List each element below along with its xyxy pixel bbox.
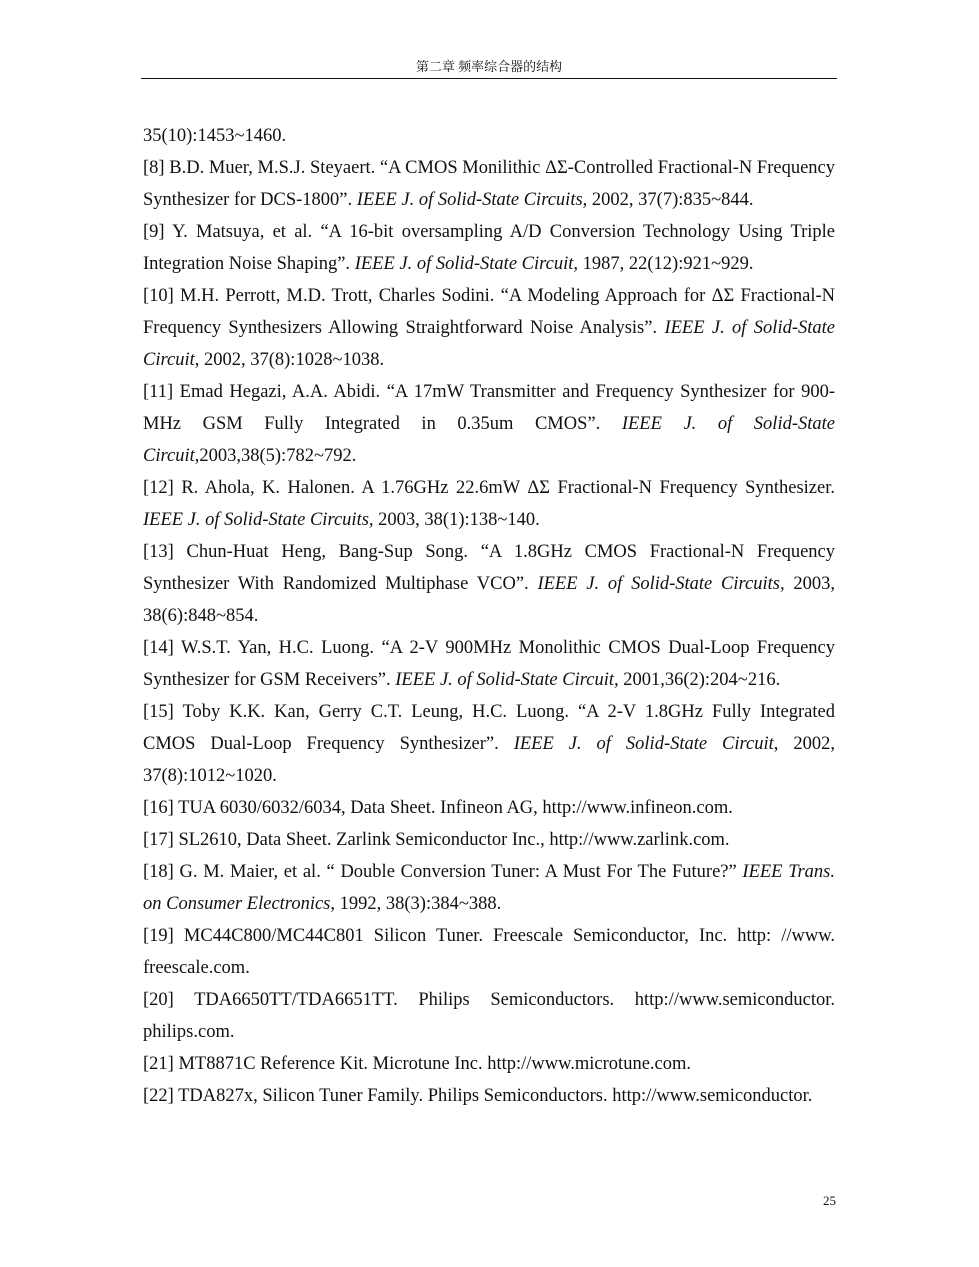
journal-name: IEEE J. of Solid-State Circuit, — [354, 254, 579, 274]
reference-entry: [14] W.S.T. Yan, H.C. Luong. “A 2-V 900MHz Monolithic CMOS Dual-Loop Frequency Synthesizer for GSM Receivers”. IEEE J. of Solid-State Circuit, 2001,36(2):204~216. — [143, 638, 835, 690]
reference-entry: [8] B.D. Muer, M.S.J. Steyaert. “A CMOS Monilithic ΔΣ-Controlled Fractional-N Frequency Synthesizer for DCS-1800”. IEEE J. of Solid-State Circuits, 2002, 37(7):835~844. — [143, 158, 835, 210]
journal-name: IEEE J. of Solid-State Circuits — [356, 190, 583, 210]
reference-entry: [19] MC44C800/MC44C801 Silicon Tuner. Freescale Semiconductor, Inc. http: //www. freescale.com. — [143, 926, 835, 978]
journal-name: IEEE Trans. on Consumer Electronics — [143, 862, 835, 914]
journal-name: IEEE J. of Solid-State Circuits, — [143, 510, 374, 530]
reference-entry: [17] SL2610, Data Sheet. Zarlink Semiconductor Inc., http://www.zarlink.com. — [143, 830, 730, 850]
reference-entry: [9] Y. Matsuya, et al. “A 16-bit oversampling A/D Conversion Technology Using Triple Integration Noise Shaping”. IEEE J. of Solid-State Circuit, 1987, 22(12):921~929. — [143, 222, 835, 274]
reference-entry: 35(10):1453~1460. — [143, 126, 287, 146]
journal-name: IEEE J. of Solid-State Circuit — [143, 318, 835, 370]
journal-name: IEEE J. of Solid-State Circuit, — [395, 670, 619, 690]
reference-entry: [15] Toby K.K. Kan, Gerry C.T. Leung, H.C. Luong. “A 2-V 1.8GHz Fully Integrated CMOS Dual-Loop Frequency Synthesizer”. IEEE J. of Solid-State Circuit, 2002, 37(8):1012~1020. — [143, 702, 836, 786]
page-number: 25 — [823, 1193, 836, 1208]
reference-list — [143, 120, 835, 1112]
reference-entry: [13] Chun-Huat Heng, Bang-Sup Song. “A 1.8GHz CMOS Fractional-N Frequency Synthesizer With Randomized Multiphase VCO”. IEEE J. of Solid-State Circuits, 2003, 38(6):848~854. — [143, 542, 835, 626]
running-header: 第二章 频率综合器的结构 — [415, 59, 563, 74]
reference-entry: [12] R. Ahola, K. Halonen. A 1.76GHz 22.6mW ΔΣ Fractional-N Frequency Synthesizer. IEEE J. of Solid-State Circuits, 2003, 38(1):138~140. — [143, 478, 835, 530]
header-rule — [141, 78, 837, 79]
reference-entry: [18] G. M. Maier, et al. “ Double Conversion Tuner: A Must For The Future?” IEEE Trans. on Consumer Electronics, 1992, 38(3):384~388. — [143, 862, 835, 914]
reference-entry: [22] TDA827x, Silicon Tuner Family. Philips Semiconductors. http://www.semiconductor. — [143, 1086, 813, 1106]
reference-entry: [11] Emad Hegazi, A.A. Abidi. “A 17mW Transmitter and Frequency Synthesizer for 900-MHz GSM Fully Integrated in 0.35um CMOS”. IEEE J. of Solid-State Circuit,2003,38(5):782~792. — [143, 382, 835, 466]
journal-name: IEEE J. of Solid-State Circuit — [513, 734, 774, 754]
reference-entry: [16] TUA 6030/6032/6034, Data Sheet. Infineon AG, http://www.infineon.com. — [143, 798, 733, 818]
journal-name: IEEE J. of Solid-State Circuit — [143, 414, 835, 466]
reference-entry: [20] TDA6650TT/TDA6651TT. Philips Semiconductors. http://www.semiconductor. philips.com. — [143, 990, 835, 1042]
journal-name: IEEE J. of Solid-State Circuits, — [537, 574, 785, 594]
reference-entry: [21] MT8871C Reference Kit. Microtune Inc. http://www.microtune.com. — [143, 1054, 692, 1074]
reference-entry: [10] M.H. Perrott, M.D. Trott, Charles Sodini. “A Modeling Approach for ΔΣ Fractional-N Frequency Synthesizers Allowing Straightforward Noise Analysis”. IEEE J. of Solid-State Circuit, 2002, 37(8):1028~1038. — [143, 286, 835, 370]
